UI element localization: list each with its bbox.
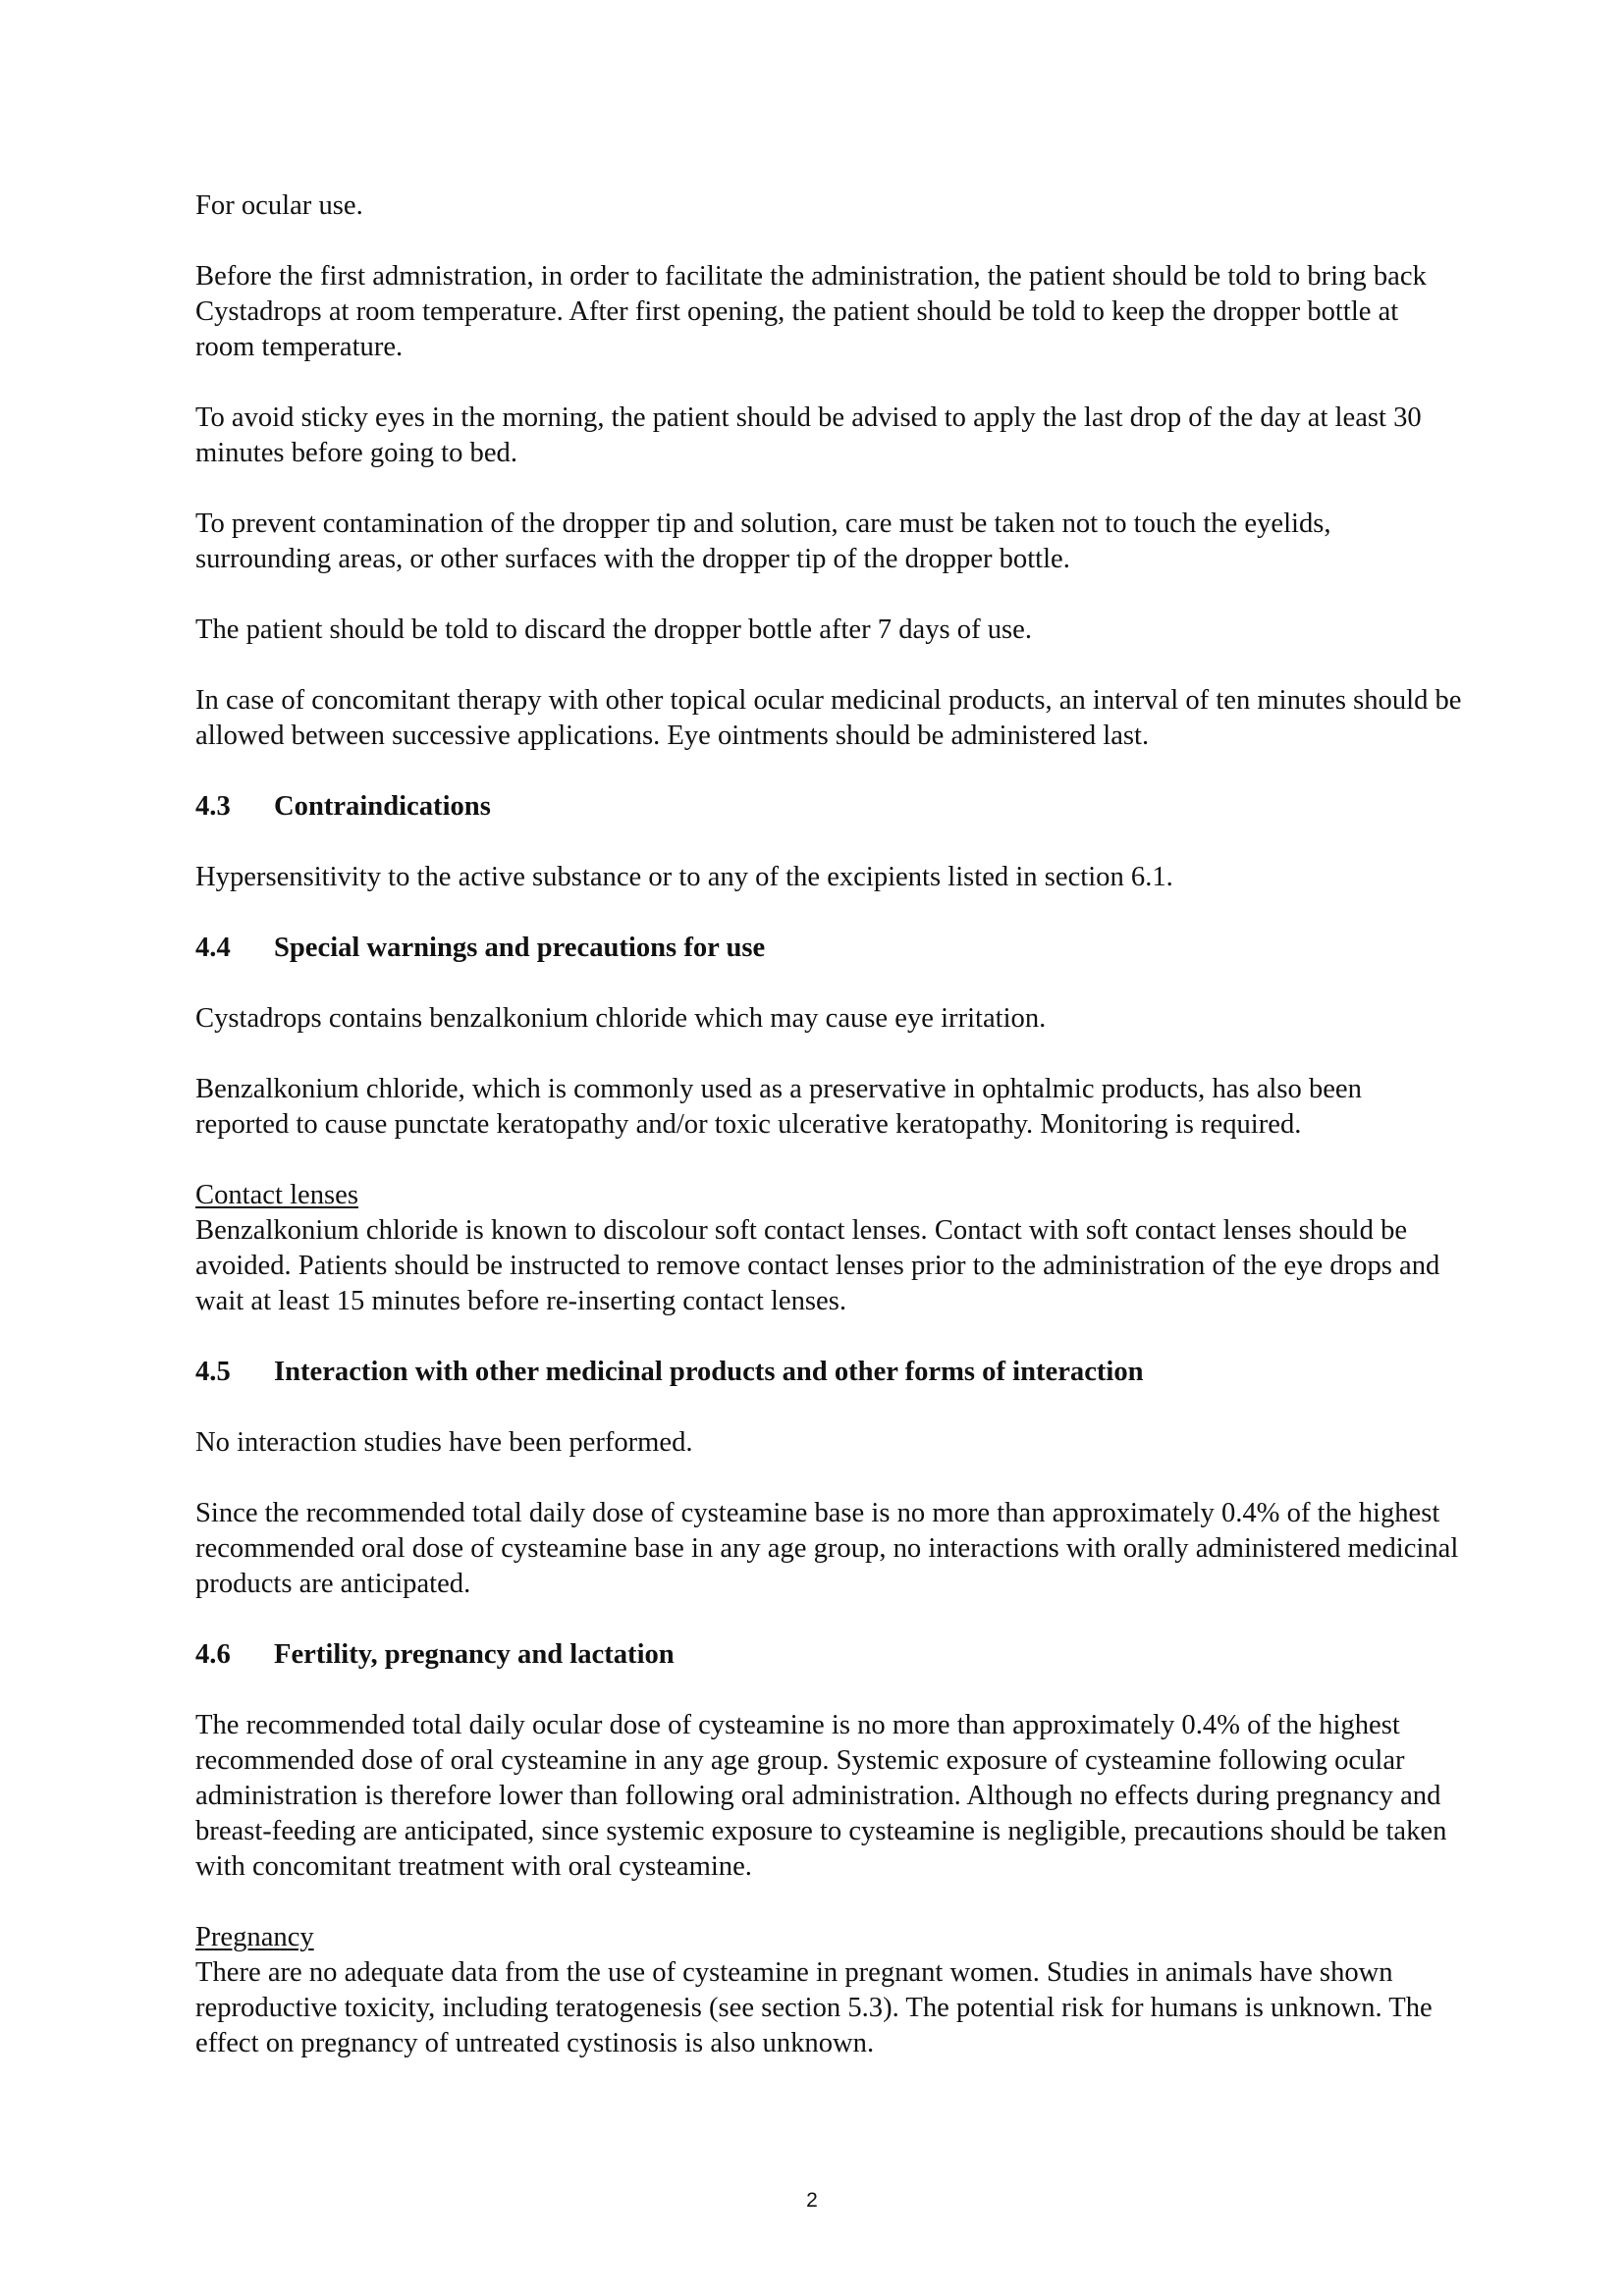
paragraph-benzalkonium-keratopathy: Benzalkonium chloride, which is commonly used as a preservative in ophtalmic products, has also been reported to cause punctate keratopathy and/or toxic ulcerative keratopathy. Monitoring is required. bbox=[195, 1074, 1362, 1140]
paragraph-contact-lenses: Benzalkonium chloride is known to discolour soft contact lenses. Contact with soft contact lenses should be avoided. Patients should be instructed to remove contact lenses prior to the administration of the eye drops and wait at least 15 minutes before re-inserting contact lenses. bbox=[195, 1215, 1440, 1316]
paragraph-sticky-eyes: To avoid sticky eyes in the morning, the patient should be advised to apply the last drop of the day at least 30 minutes before going to bed. bbox=[195, 402, 1422, 468]
paragraph-concomitant-therapy: In case of concomitant therapy with other topical ocular medicinal products, an interval of ten minutes should be allowed between successive applications. Eye ointments should be administered last. bbox=[195, 685, 1462, 751]
section-title: Fertility, pregnancy and lactation bbox=[274, 1639, 675, 1670]
section-number: 4.5 bbox=[195, 1357, 231, 1387]
section-number: 4.6 bbox=[195, 1639, 231, 1670]
section-heading-4-3 bbox=[195, 789, 1462, 825]
paragraph-ocular-use: For ocular use. bbox=[195, 190, 363, 221]
section-title: Special warnings and precautions for use bbox=[274, 933, 766, 963]
subheading-pregnancy: Pregnancy bbox=[195, 1922, 314, 1952]
paragraph-hypersensitivity: Hypersensitivity to the active substance or to any of the excipients listed in section 6.1. bbox=[195, 862, 1173, 892]
paragraph-first-administration: Before the first admnistration, in order to facilitate the administration, the patient should be told to bring back Cystadrops at room temperature. After first opening, the patient should be told to keep the dropper bottle at room temperature. bbox=[195, 261, 1427, 362]
paragraph-contamination: To prevent contamination of the dropper tip and solution, care must be taken not to touch the eyelids, surrounding areas, or other surfaces with the dropper tip of the dropper bottle. bbox=[195, 508, 1331, 574]
paragraph-benzalkonium-irritation: Cystadrops contains benzalkonium chloride which may cause eye irritation. bbox=[195, 1003, 1047, 1034]
subheading-contact-lenses: Contact lenses bbox=[195, 1180, 358, 1210]
paragraph-discard: The patient should be told to discard the dropper bottle after 7 days of use. bbox=[195, 614, 1033, 645]
document-body bbox=[195, 188, 1462, 2061]
paragraph-daily-dose: Since the recommended total daily dose of cysteamine base is no more than approximately 0.4% of the highest recommended oral dose of cysteamine base in any age group, no interactions with orally administered medicinal products are anticipated. bbox=[195, 1498, 1459, 1599]
page-number: 2 bbox=[806, 2189, 818, 2212]
section-title: Interaction with other medicinal products and other forms of interaction bbox=[274, 1357, 1144, 1387]
paragraph-no-interaction-studies: No interaction studies have been performed. bbox=[195, 1427, 693, 1458]
section-heading-4-5 bbox=[195, 1355, 1462, 1390]
section-heading-4-4 bbox=[195, 931, 1462, 966]
paragraph-ocular-dose: The recommended total daily ocular dose of cysteamine is no more than approximately 0.4% of the highest recommended dose of oral cysteamine in any age group. Systemic exposure of cysteamine following ocular administration is therefore lower than following oral administration. Although no effects during pregnancy and breast-feeding are anticipated, since systemic exposure to cysteamine is negligible, precautions should be taken with concomitant treatment with oral cysteamine. bbox=[195, 1710, 1447, 1882]
section-number: 4.3 bbox=[195, 791, 231, 822]
paragraph-pregnancy: There are no adequate data from the use of cysteamine in pregnant women. Studies in animals have shown reproductive toxicity, including teratogenesis (see section 5.3). The potential risk for humans is unknown. The effect on pregnancy of untreated cystinosis is also unknown. bbox=[195, 1957, 1433, 2058]
section-number: 4.4 bbox=[195, 933, 231, 963]
section-title: Contraindications bbox=[274, 791, 491, 822]
section-heading-4-6 bbox=[195, 1637, 1462, 1673]
